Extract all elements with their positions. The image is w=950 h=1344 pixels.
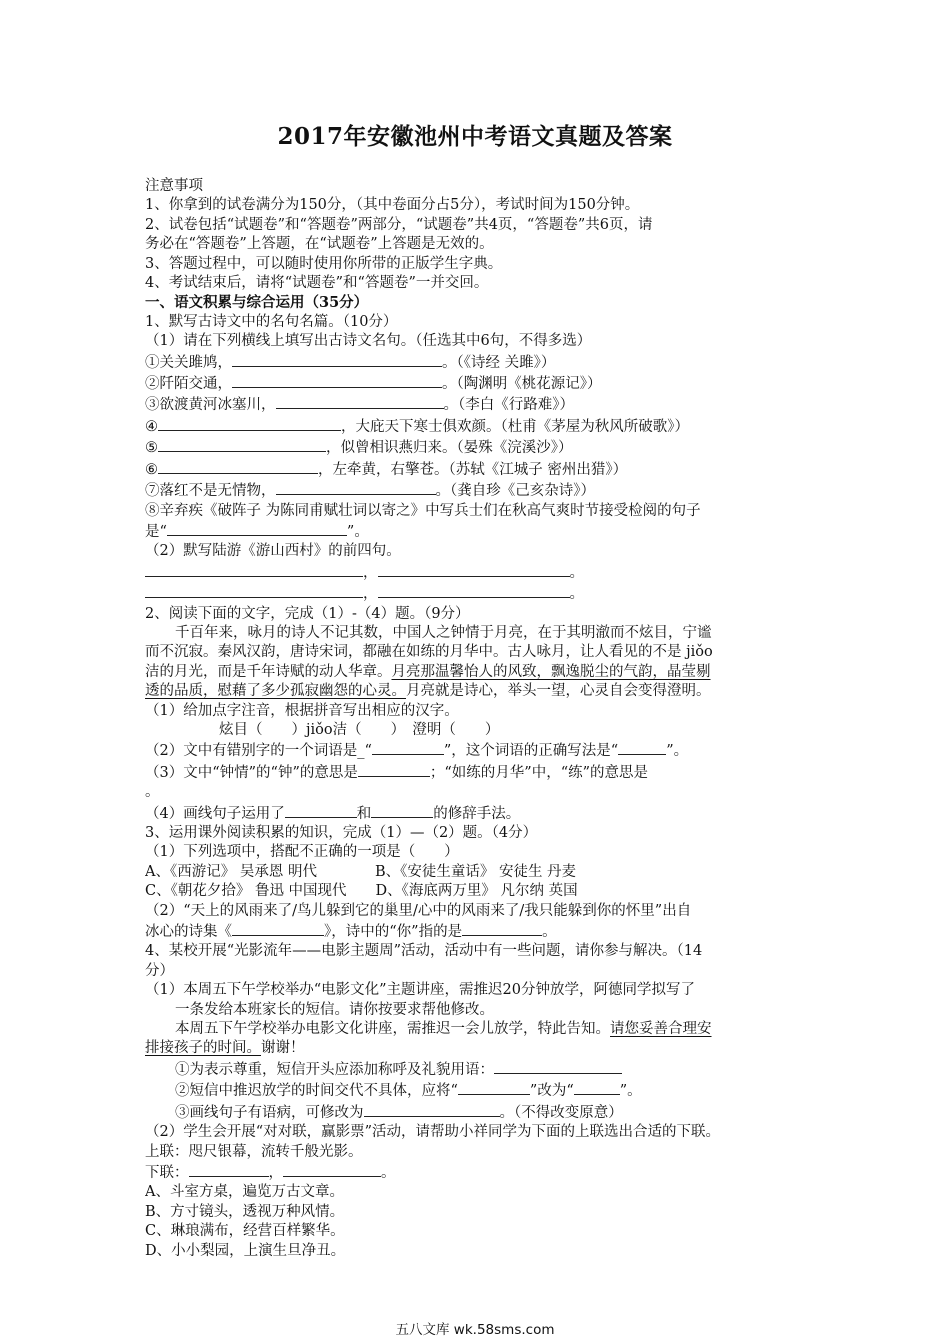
answer-blank[interactable] [458, 1080, 530, 1095]
passage-line: 洁的月光，而是千年诗赋的动人华章。月亮那温馨怡人的风致，飘逸脱尘的气韵，晶莹剔 [145, 663, 711, 680]
pinyin-items: 炫目（ ）jiǒo洁（ ） 澄明（ ） [219, 721, 500, 738]
answer-blank[interactable] [158, 416, 341, 431]
notice-heading: 注意事项 [145, 178, 203, 194]
answer-blank[interactable] [189, 1162, 269, 1177]
passage-line: 而不沉寂。秦风汉韵，唐诗宋词，都融在如练的月华中。古人咏月，让人看见的不是 jiǒo [145, 644, 713, 661]
passage-line: 透的品质，慰藉了多少孤寂幽怨的心灵。月亮就是诗心，举头一望，心灵自会变得澄明。 [145, 683, 711, 700]
answer-blank[interactable] [232, 352, 442, 367]
underlined-sentence: 月亮那温馨怡人的风致，飘逸脱尘的气韵，晶莹剔 [391, 663, 711, 680]
answer-blank[interactable] [378, 583, 570, 598]
question-1-part-1: （1）请在下列横线上填写出古诗文名句。（任选其中6句，不得多选） [145, 333, 592, 350]
option-line: A、《西游记》 吴承恩 明代 B、《安徒生童话》 安徒生 丹麦 [145, 863, 577, 880]
answer-blank[interactable] [276, 394, 444, 409]
exam-content [145, 177, 813, 1261]
passage-line: 千百年来，咏月的诗人不记其数，中国人之钟情于月亮，在于其明澈而不炫目，宁谧 [175, 624, 712, 641]
poem-line: ⑧辛弃疾《破阵子 为陈同甫赋壮词以寄之》中写兵士们在秋高气爽时节接受检阅的句子 [145, 502, 701, 519]
question-4: 4、某校开展“光影流年——电影主题周”活动，活动中有一些问题，请你参与解决。（14 [145, 943, 703, 960]
option-line: D、小小梨园，上演生旦净丑。 [145, 1242, 346, 1259]
answer-blank[interactable] [371, 803, 433, 818]
question-2: 2、阅读下面的文字，完成（1）-（4）题。（9分） [145, 605, 470, 622]
question-1: 1、默写古诗文中的名句名篇。（10分） [145, 313, 398, 330]
couplet-upper: 上联：咫尺银幕，流转千般光影。 [145, 1143, 363, 1160]
poem-line: ②阡陌交通， 。（陶渊明《桃花源记》） [145, 373, 813, 394]
question-3-part-2: （2）“天上的风雨来了/鸟儿躲到它的巢里/心中的风雨来了/我只能躲到你的怀里”出自 [145, 902, 692, 919]
sms-text: 本周五下午学校举办电影文化讲座，需推迟一会儿放学，特此告知。请您妥善合理安 [175, 1021, 712, 1038]
answer-blank[interactable] [145, 562, 363, 577]
answer-blank[interactable] [372, 740, 444, 755]
answer-blank[interactable] [618, 740, 666, 755]
poem-line: ⑦落红不是无情物， 。（龚自珍《己亥杂诗》） [145, 480, 813, 501]
poem-line: ， 。 [145, 562, 813, 583]
answer-blank[interactable] [276, 480, 436, 495]
option-line: B、方寸镜头，透视万种风情。 [145, 1203, 345, 1220]
question-2-part-3: （3）文中“钟情”的“钟”的意思是 ；“如练的月华”中，“练”的意思是 [145, 762, 813, 783]
notice-item: 3、答题过程中，可以随时使用你所带的正版学生字典。 [145, 255, 503, 272]
notice-item: 4、考试结束后，请将“试题卷”和“答题卷”一并交回。 [145, 275, 489, 292]
option-line: C、琳琅满布，经营百样繁华。 [145, 1223, 345, 1240]
couplet-lower: 下联： ， 。 [145, 1162, 813, 1183]
sms-task: ①为表示尊重，短信开头应添加称呼及礼貌用语： [145, 1059, 813, 1080]
answer-blank[interactable] [494, 1059, 622, 1074]
question-4-part-1: （1）本周五下午学校举办“电影文化”主题讲座，需推迟20分钟放学，阿德同学拟写了 [145, 982, 695, 999]
question-1-part-2: （2）默写陆游《游山西村》的前四句。 [145, 543, 401, 560]
question-3-part-2-cont: 冰心的诗集《 》，诗中的“你”指的是 。 [145, 921, 813, 942]
notice-item: 务必在“答题卷”上答题，在“试题卷”上答题是无效的。 [145, 236, 494, 253]
question-2-part-3-end: 。 [145, 784, 160, 801]
answer-blank[interactable] [158, 459, 318, 474]
notice-item: 2、试卷包括“试题卷”和“答题卷”两部分，“试题卷”共4页，“答题卷”共6页，请 [145, 216, 653, 233]
sms-task: ③画线句子有语病，可修改为 。（不得改变原意） [145, 1102, 813, 1123]
answer-blank[interactable] [158, 437, 326, 452]
question-2-part-1: （1）给加点字注音，根据拼音写出相应的汉字。 [145, 702, 459, 719]
answer-blank[interactable] [378, 562, 570, 577]
answer-blank[interactable] [232, 373, 442, 388]
question-4-cont: 分） [145, 962, 174, 979]
poem-line: ⑤ ，似曾相识燕归来。（晏殊《浣溪沙》） [145, 437, 813, 458]
section-heading: 一、语文积累与综合运用（35分） [145, 294, 369, 312]
answer-blank[interactable] [167, 521, 347, 536]
sms-task: ②短信中推迟放学的时间交代不具体，应将“ ”改为“ ”。 [145, 1080, 813, 1101]
option-line: C、《朝花夕拾》 鲁迅 中国现代 D、《海底两万里》 凡尔纳 英国 [145, 883, 578, 900]
underlined-sentence: 排接孩子的时间。 [145, 1040, 261, 1057]
sms-text: 排接孩子的时间。谢谢！ [145, 1040, 305, 1057]
question-2-part-2: （2）文中有错别字的一个词语是_“ ”，这个词语的正确写法是“ ”。 [145, 740, 813, 761]
answer-blank[interactable] [364, 1102, 500, 1117]
document-title: 2017年安徽池州中考语文真题及答案 [277, 123, 673, 150]
poem-line: ①关关雎鸠， 。（《诗经 关雎》） [145, 352, 813, 373]
poem-line: ③欲渡黄河冰塞川， 。（李白《行路难》） [145, 394, 813, 415]
question-3: 3、运用课外阅读积累的知识，完成（1）—（2）题。（4分） [145, 825, 538, 841]
question-3-part-1: （1）下列选项中，搭配不正确的一项是（ ） [145, 844, 459, 861]
answer-blank[interactable] [358, 762, 430, 777]
answer-blank[interactable] [574, 1080, 620, 1095]
underlined-sentence: 透的品质，慰藉了多少孤寂幽怨的心灵。 [145, 683, 406, 700]
answer-blank[interactable] [145, 583, 363, 598]
poem-line: ， 。 [145, 583, 813, 604]
answer-blank[interactable] [462, 921, 542, 936]
question-4-part-2: （2）学生会开展“对对联，赢影票”活动，请帮助小祥同学为下面的上联选出合适的下联。 [145, 1124, 721, 1141]
underlined-sentence: 请您妥善合理安 [610, 1021, 712, 1038]
answer-blank[interactable] [285, 803, 357, 818]
question-4-part-1-cont: 一条发给本班家长的短信。请你按要求帮他修改。 [175, 1001, 494, 1018]
question-2-part-4: （4）画线句子运用了 和 的修辞手法。 [145, 803, 813, 824]
answer-blank[interactable] [232, 921, 324, 936]
answer-blank[interactable] [283, 1162, 381, 1177]
option-line: A、斗室方桌，遍览万古文章。 [145, 1184, 344, 1201]
poem-line: ④ ，大庇天下寒士俱欢颜。（杜甫《茅屋为秋风所破歌》） [145, 416, 813, 437]
poem-line: 是“ ”。 [145, 521, 813, 542]
poem-line: ⑥ ，左牵黄，右擎苍。（苏轼《江城子 密州出猎》） [145, 459, 813, 480]
notice-item: 1、你拿到的试卷满分为150分，（其中卷面分占5分），考试时间为150分钟。 [145, 197, 640, 214]
footer-watermark: 五八文库 wk.58sms.com [395, 1322, 555, 1338]
